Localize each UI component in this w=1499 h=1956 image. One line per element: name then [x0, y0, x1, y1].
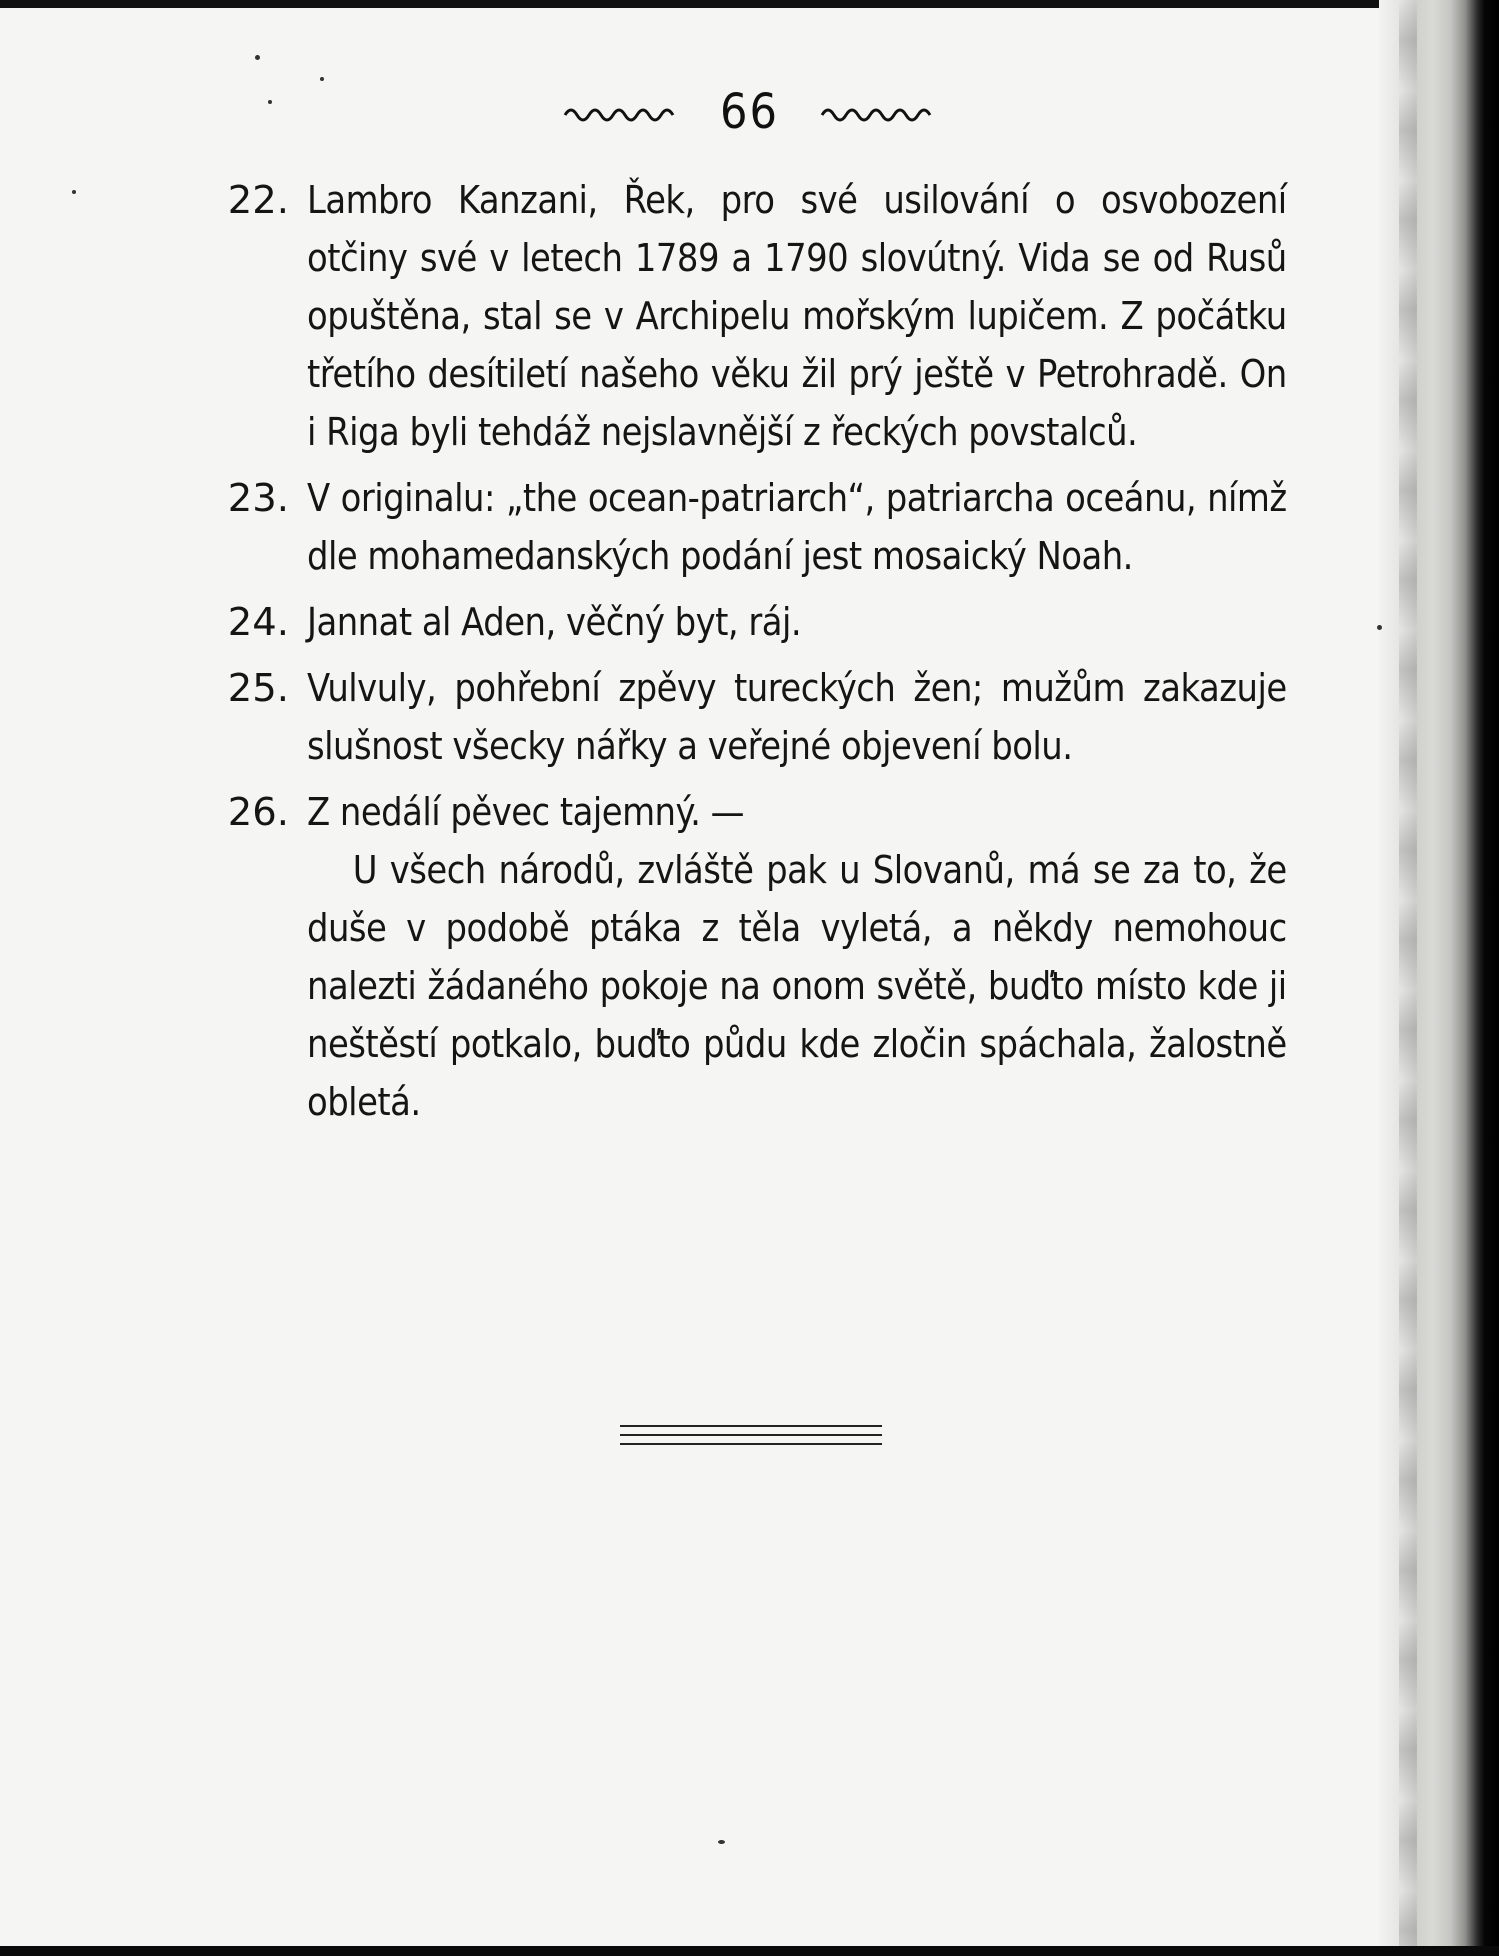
endnote-text	[307, 172, 1287, 462]
closing-rule-top	[620, 1425, 882, 1427]
endnote-number: 26.	[227, 790, 289, 835]
endnote-number: 25.	[227, 666, 289, 711]
closing-rule-middle	[620, 1434, 882, 1436]
endnote-text	[307, 594, 1287, 652]
endnote-25	[215, 660, 1287, 776]
top-scan-edge	[0, 0, 1499, 8]
left-ornament-icon	[561, 99, 681, 125]
page-number: 66	[720, 84, 779, 141]
endnote-text	[307, 660, 1287, 776]
right-ornament-icon	[818, 99, 938, 125]
scan-speck	[718, 1840, 725, 1844]
endnote-paragraph: Jannat al Aden, věčný byt, ráj.	[307, 600, 802, 645]
scan-speck	[255, 55, 260, 60]
endnote-24	[215, 594, 1287, 652]
endnotes-list	[215, 172, 1287, 1140]
endnote-paragraph: U všech národů, zvláště pak u Slovanů, má se za to, že duše v podobě ptáka z těla vyletá, a někdy nemohouc nalezti žádaného pokoje na onom světě, buďto místo kde ji neštěstí potkalo, buďto půdu kde zločin spáchala, žalostně obletá.	[307, 848, 1287, 1125]
endnote-23	[215, 470, 1287, 586]
endnote-paragraph: Lambro Kanzani, Řek, pro své usilování o osvobození otčiny své v letech 1789 a 1790 slovútný. Vida se od Rusů opuštěna, stal se v Archipelu mořským lupičem. Z počátku třetího desítiletí našeho věku žil prý ještě v Petrohradě. On i Riga byli tehdáž nejslavnější z řeckých povstalců.	[307, 178, 1287, 455]
page-gutter-shadow	[1379, 0, 1499, 1956]
endnote-22	[215, 172, 1287, 462]
endnote-26	[215, 784, 1287, 1132]
bottom-scan-edge	[0, 1946, 1499, 1956]
endnote-paragraph: Z nedálí pěvec tajemný. —	[307, 790, 745, 835]
endnote-text	[307, 784, 1287, 1132]
endnote-number: 22.	[227, 178, 289, 223]
endnote-number: 23.	[227, 476, 289, 521]
endnote-paragraph: Vulvuly, pohřební zpěvy tureckých žen; mužům zakazuje slušnost všecky nářky a veřejné objevení bolu.	[307, 666, 1287, 769]
closing-rule-bottom	[620, 1443, 882, 1445]
endnote-number: 24.	[227, 600, 289, 645]
endnote-text	[307, 470, 1287, 586]
endnote-paragraph: V originalu: „the ocean-patriarch“, patriarcha oceánu, nímž dle mohamedanských podání jest mosaický Noah.	[307, 476, 1287, 579]
scan-speck	[72, 190, 76, 194]
scan-speck	[1377, 625, 1382, 630]
page-header	[0, 78, 1499, 142]
